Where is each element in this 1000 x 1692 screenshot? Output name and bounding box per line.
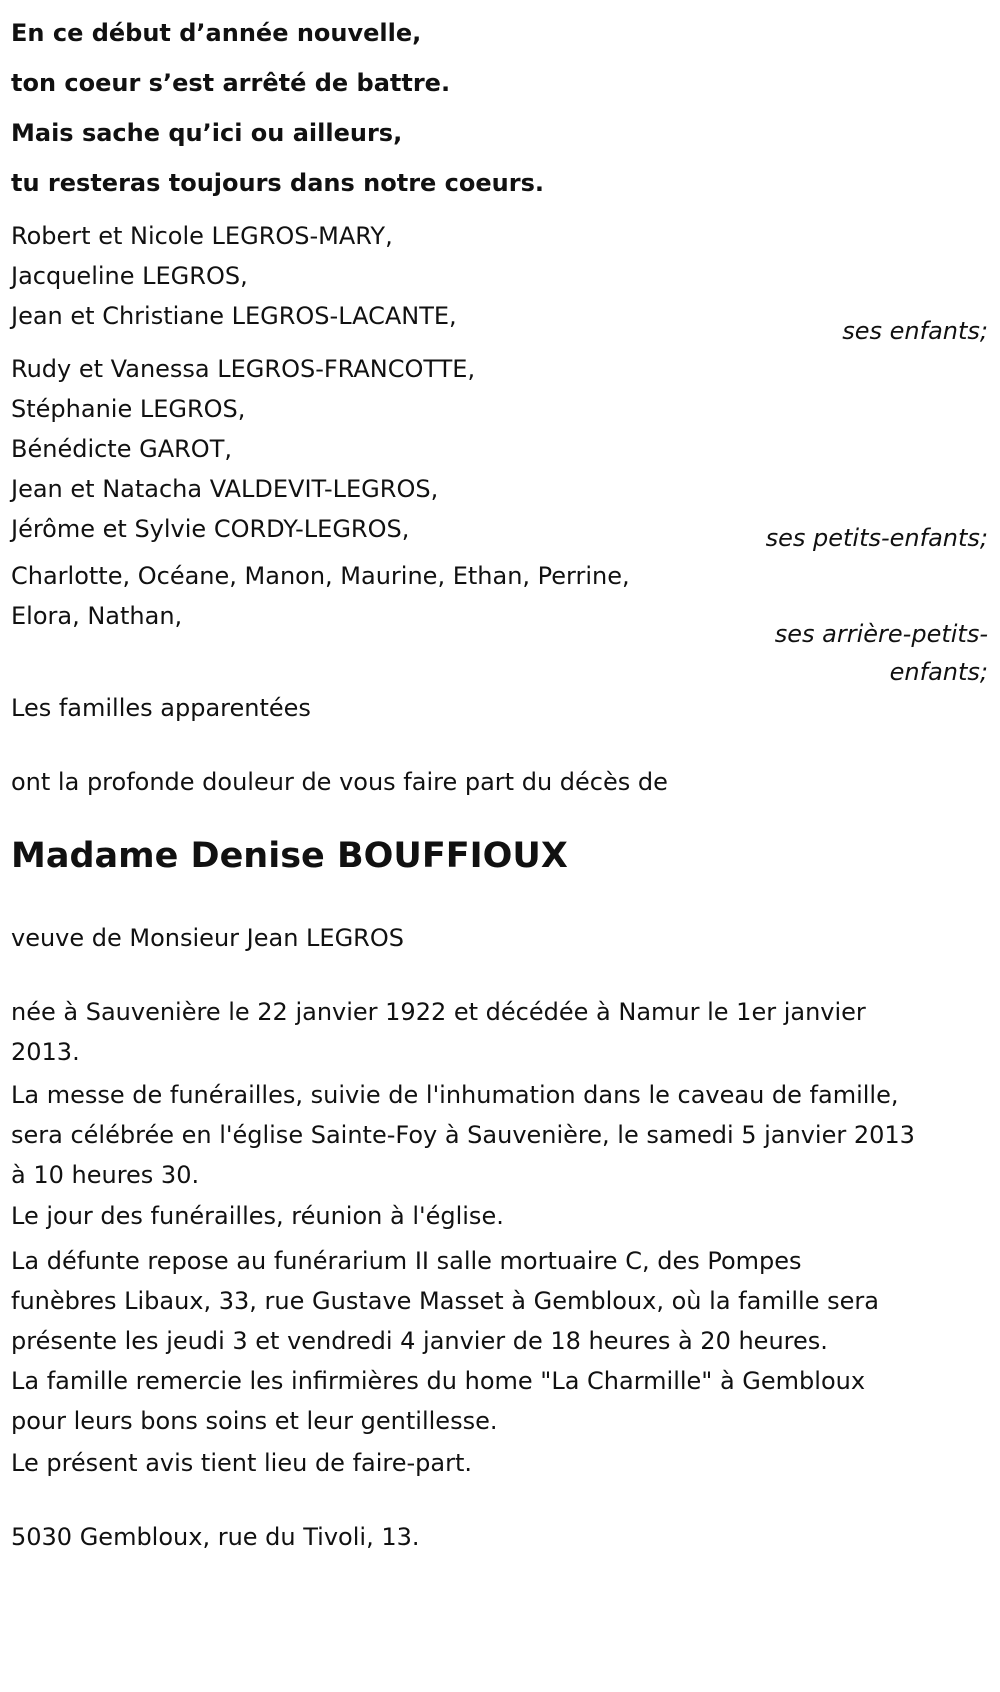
child-name: Jacqueline LEGROS, xyxy=(11,262,248,290)
poem-line: ton coeur s’est arrêté de battre. xyxy=(11,69,451,97)
paragraph-line: La messe de funérailles, suivie de l'inhumation dans le caveau de famille, xyxy=(11,1081,899,1109)
great-grandchild-name: Charlotte, Océane, Manon, Maurine, Ethan, Perrine, xyxy=(11,562,630,590)
deceased-name: Madame Denise BOUFFIOUX xyxy=(11,836,568,876)
children-names xyxy=(11,216,457,336)
relation-line: enfants; xyxy=(889,658,988,686)
thanks-paragraph xyxy=(11,1361,991,1441)
announcement-line: ont la profonde douleur de vous faire part du décès de xyxy=(11,768,668,796)
child-name: Jean et Christiane LEGROS-LACANTE, xyxy=(11,302,457,330)
birth-death-paragraph xyxy=(11,992,991,1072)
mass-paragraph xyxy=(11,1075,991,1195)
great-grandchildren-relation xyxy=(775,615,988,691)
paragraph-line: La famille remercie les infirmières du home "La Charmille" à Gembloux xyxy=(11,1367,866,1395)
grandchild-name: Stéphanie LEGROS, xyxy=(11,395,246,423)
paragraph-line: funèbres Libaux, 33, rue Gustave Masset à Gembloux, où la famille sera xyxy=(11,1287,879,1315)
paragraph-line: présente les jeudi 3 et vendredi 4 janvier de 18 heures à 20 heures. xyxy=(11,1327,828,1355)
meeting-line: Le jour des funérailles, réunion à l'église. xyxy=(11,1202,504,1230)
families-line: Les familles apparentées xyxy=(11,694,311,722)
relation-line: ses arrière-petits- xyxy=(774,620,988,648)
paragraph-line: à 10 heures 30. xyxy=(11,1161,200,1189)
grandchildren-relation: ses petits-enfants; xyxy=(765,524,988,552)
poem-line: tu resteras toujours dans notre coeurs. xyxy=(11,169,544,197)
children-relation: ses enfants; xyxy=(842,317,988,345)
paragraph-line: 2013. xyxy=(11,1038,80,1066)
poem-line: En ce début d’année nouvelle, xyxy=(11,19,422,47)
paragraph-line: sera célébrée en l'église Sainte-Foy à Sauvenière, le samedi 5 janvier 2013 xyxy=(11,1121,915,1149)
grandchild-name: Rudy et Vanessa LEGROS-FRANCOTTE, xyxy=(11,355,476,383)
grandchild-name: Jean et Natacha VALDEVIT-LEGROS, xyxy=(11,475,439,503)
grandchildren-names xyxy=(11,349,475,549)
great-grandchildren-names xyxy=(11,556,630,636)
widow-line: veuve de Monsieur Jean LEGROS xyxy=(11,924,404,952)
notice-line: Le présent avis tient lieu de faire-part. xyxy=(11,1449,473,1477)
poem xyxy=(11,8,544,208)
paragraph-line: née à Sauvenière le 22 janvier 1922 et décédée à Namur le 1er janvier xyxy=(11,998,866,1026)
great-grandchild-name: Elora, Nathan, xyxy=(11,602,183,630)
paragraph-line: pour leurs bons soins et leur gentillesse. xyxy=(11,1407,498,1435)
grandchild-name: Bénédicte GAROT, xyxy=(11,435,232,463)
child-name: Robert et Nicole LEGROS-MARY, xyxy=(11,222,393,250)
paragraph-line: La défunte repose au funérarium II salle mortuaire C, des Pompes xyxy=(11,1247,802,1275)
poem-line: Mais sache qu’ici ou ailleurs, xyxy=(11,119,403,147)
address-line: 5030 Gembloux, rue du Tivoli, 13. xyxy=(11,1523,420,1551)
grandchild-name: Jérôme et Sylvie CORDY-LEGROS, xyxy=(11,515,410,543)
rest-paragraph xyxy=(11,1241,991,1361)
